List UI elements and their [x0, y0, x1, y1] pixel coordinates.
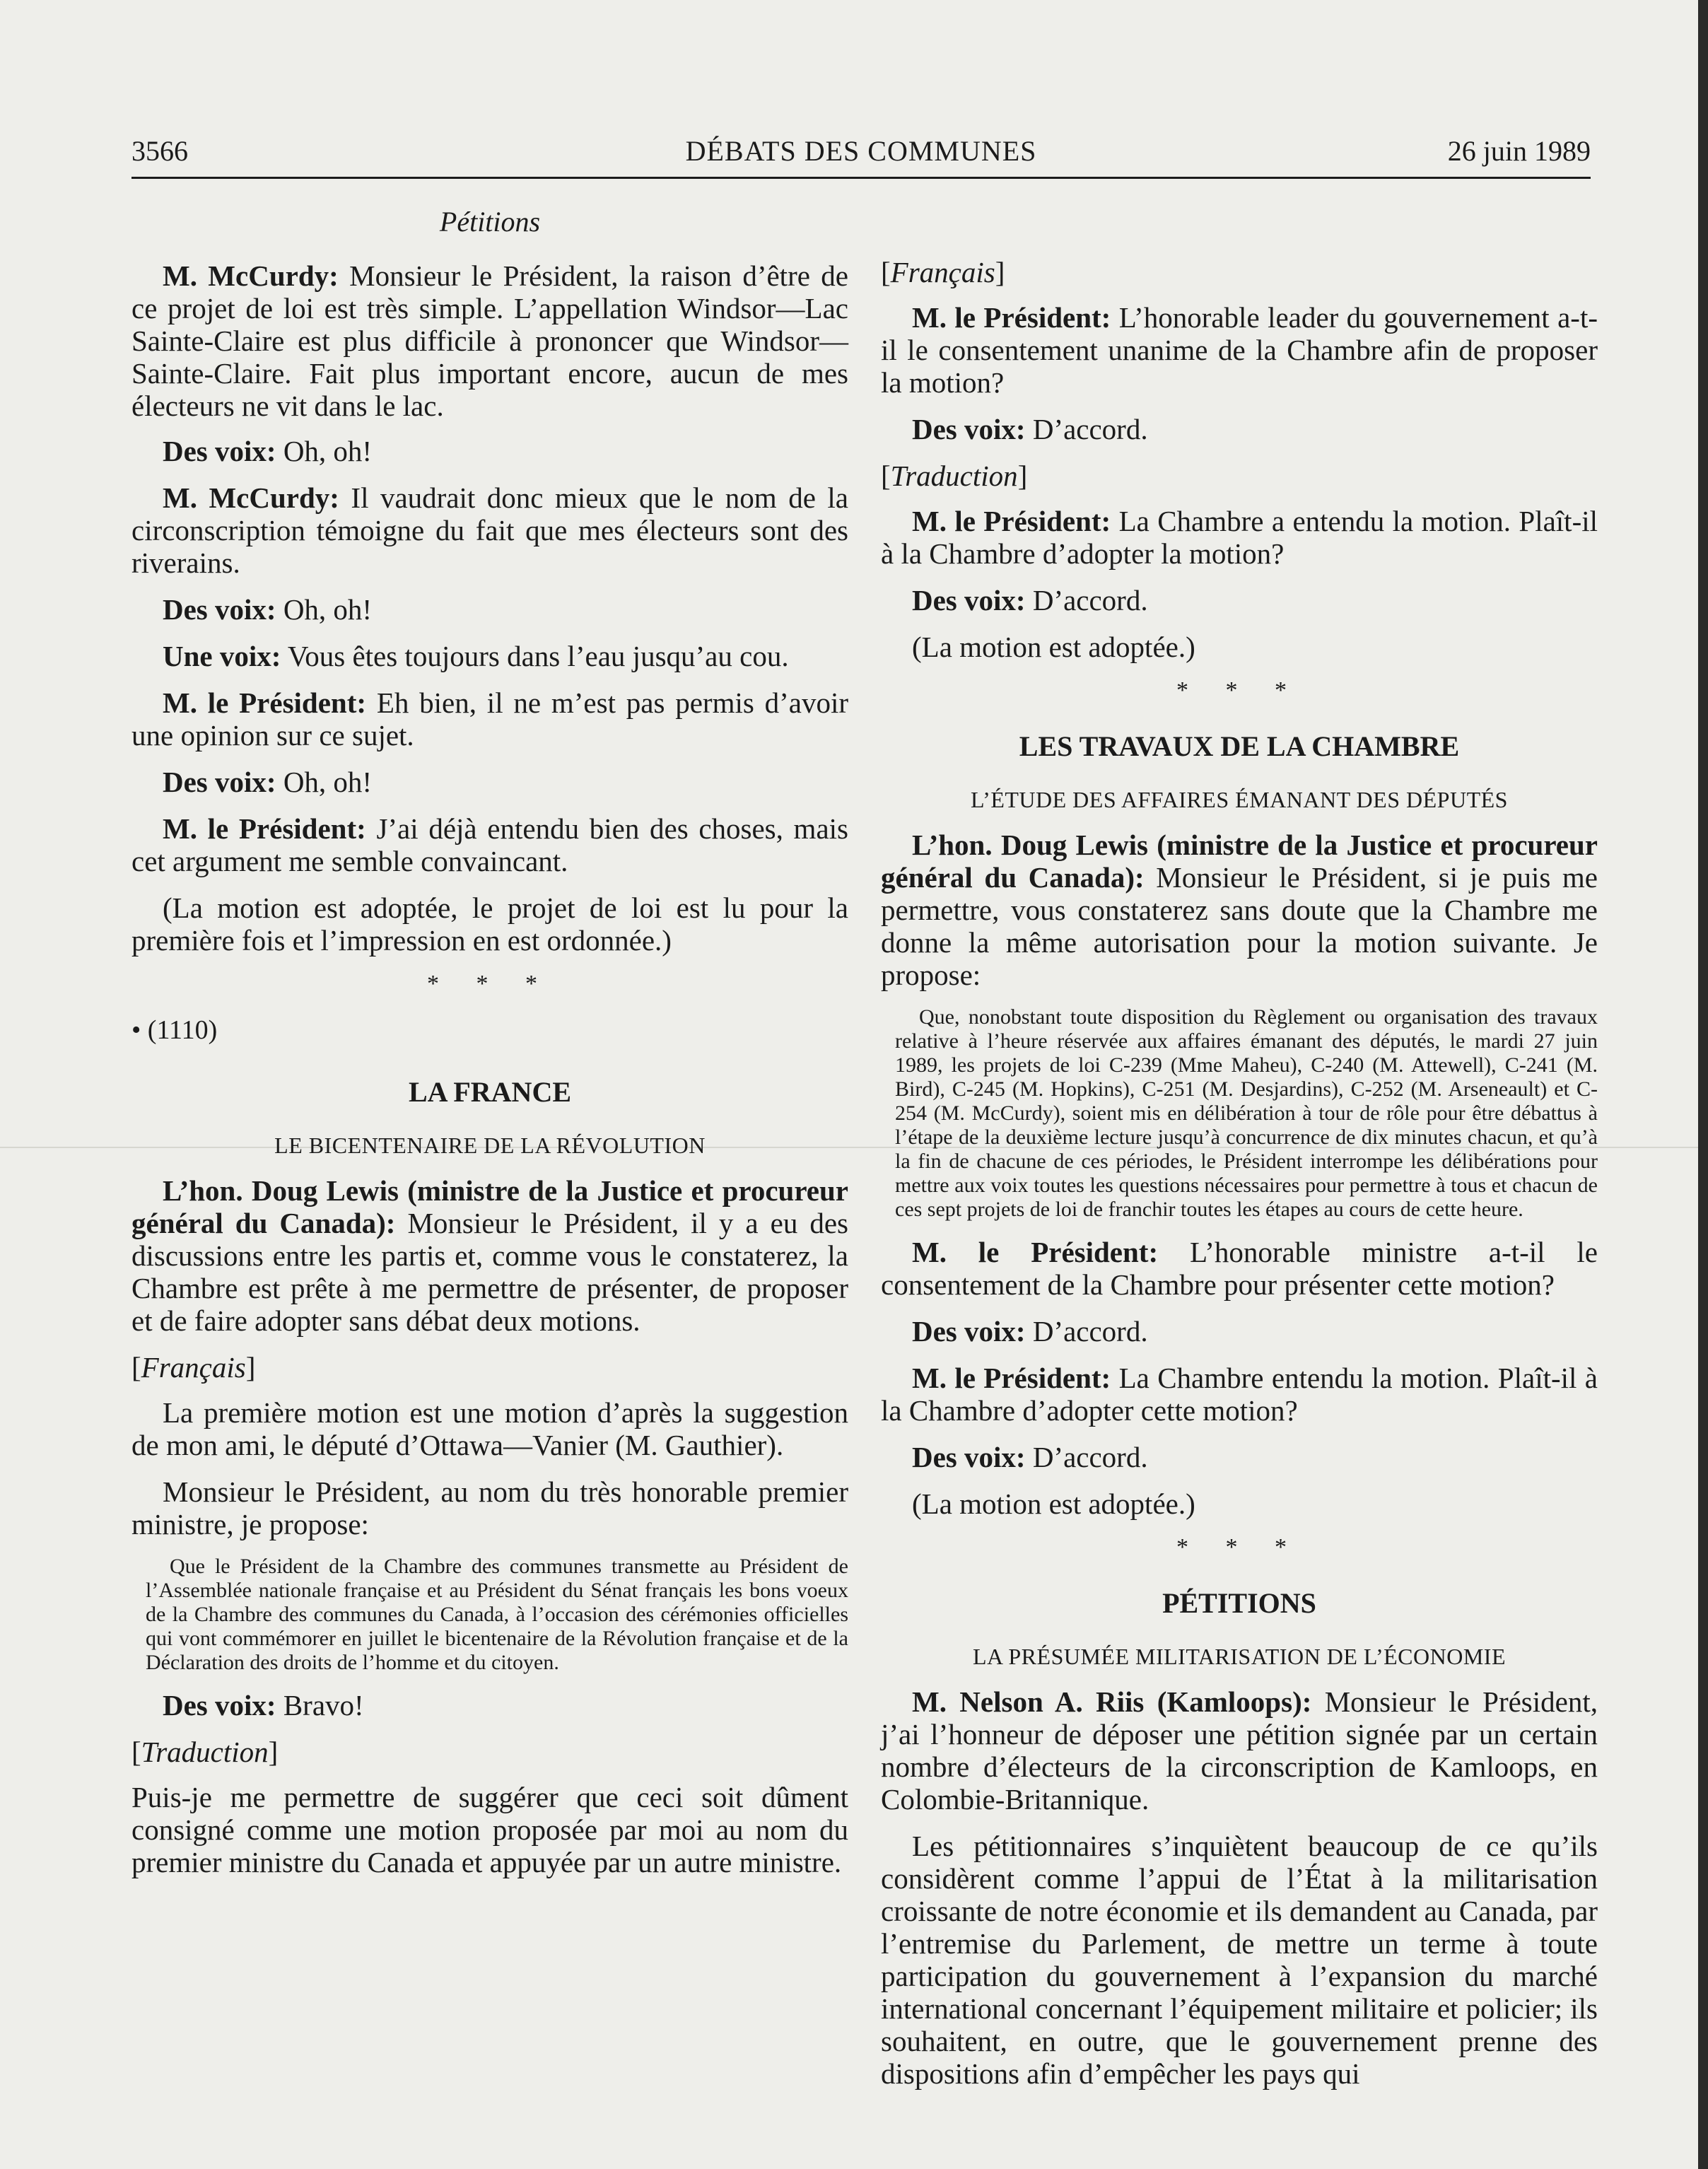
paragraph: [881, 1315, 1598, 1347]
speaker: Des voix:: [912, 1441, 1026, 1473]
speech-text: Oh, oh!: [276, 593, 373, 626]
speech-text: Monsieur le Président, si je puis me permettre, vous constaterez sans doute que la Chambre me donne la même autorisation pour la motion suivante. Je propose:: [881, 861, 1598, 991]
speech-text: Oh, oh!: [276, 766, 373, 798]
paragraph: Monsieur le Président, au nom du très honorable premier ministre, je propose:: [131, 1475, 848, 1540]
speaker: L’hon. Doug Lewis (ministre de la Justice et procureur général du Canada):: [881, 829, 1598, 894]
paragraph: [131, 1689, 848, 1721]
procedural-note: (La motion est adoptée.): [912, 631, 1195, 663]
speaker: Une voix:: [163, 640, 281, 672]
speech-text: Bravo!: [276, 1689, 364, 1721]
motion-quote: Que, nonobstant toute disposition du Règlement ou organisation des travaux relative à l’heure réservée aux affaires émanant des députés, le mardi 27 juin 1989, les projets de loi C-239 (Mme Maheu), C-240 (M. Attewell), C-241 (M. Bird), C-245 (M. Hopkins), C-251 (M. Desjardins), C-252 (M. Arseneault) et C-254 (M. McCurdy), soient mis en délibération à tour de rôle pour être débattus à l’étape de la deuxième lecture jusqu’à concurrence de dix minutes chacun, et qu’à la fin de chacune de ces périodes, le Président interrompe les délibérations pour mettre aux voix toutes les questions nécessaires pour permettre à tous et chacun de ces sept projets de loi de franchir toutes les étapes au cours de cette heure.: [895, 1005, 1598, 1221]
scan-edge: [1698, 0, 1708, 2169]
paragraph: [881, 1362, 1598, 1427]
speaker: M. le Président:: [163, 686, 367, 719]
speech-text: Monsieur le Président, j’ai l’honneur de déposer une pétition signée par un certain nombre d’électeurs de la circonscription de Kamloops, en Colombie-Britannique.: [881, 1685, 1598, 1816]
speaker: Des voix:: [912, 413, 1026, 445]
motion-quote: Que le Président de la Chambre des communes transmette au Président de l’Assemblée nationale française et au Président du Sénat français les bons voeux de la Chambre des communes du Canada, à l’occasion des cérémonies officielles qui vont commémorer en juillet le bicentenaire de la Révolution française et de la Déclaration des droits de l’homme et du citoyen.: [146, 1555, 848, 1674]
section-subheading: LE BICENTENAIRE DE LA RÉVOLUTION: [274, 1133, 706, 1158]
section-label: Pétitions: [439, 206, 541, 238]
speech-text: D’accord.: [1025, 1441, 1148, 1473]
paragraph: [881, 301, 1598, 399]
speech-text: Monsieur le Président, il y a eu des discussions entre les partis et, comme vous le constaterez, la Chambre est prête à me permettre de présenter, de proposer et de faire adopter sans débat deux motions.: [131, 1207, 848, 1337]
section-divider: * * *: [427, 971, 553, 997]
speaker: Des voix:: [912, 584, 1026, 616]
paragraph: La première motion est une motion d’après la suggestion de mon ami, le député d’Ottawa—Vanier (M. Gauthier).: [131, 1396, 848, 1461]
speech-text: Il vaudrait donc mieux que le nom de la circonscription témoigne du fait que mes électeurs sont des riverains.: [131, 481, 848, 579]
procedural-note: (La motion est adoptée.): [912, 1487, 1195, 1520]
paragraph: [131, 593, 848, 626]
section-subheading: LA PRÉSUMÉE MILITARISATION DE L’ÉCONOMIE: [972, 1644, 1506, 1669]
speaker: M. le Président:: [163, 812, 366, 845]
speech-text: Eh bien, il ne m’est pas permis d’avoir une opinion sur ce sujet.: [131, 686, 848, 752]
speaker: M. Nelson A. Riis (Kamloops):: [912, 1685, 1312, 1718]
left-column: [131, 205, 848, 2127]
speech-text: La Chambre entendu la motion. Plaît-il à la Chambre d’adopter cette motion?: [881, 1362, 1598, 1427]
time-marker: • (1110): [131, 1015, 218, 1045]
speech-text: D’accord.: [1025, 584, 1148, 616]
paragraph: [131, 766, 848, 798]
speaker: M. le Président:: [912, 505, 1111, 537]
language-label: Traduction: [890, 460, 1018, 492]
speaker: M. le Président:: [912, 1236, 1159, 1268]
speaker: Des voix:: [163, 435, 276, 467]
paragraph: [131, 1174, 848, 1337]
speaker: Des voix:: [163, 766, 276, 798]
section-subheading: L’ÉTUDE DES AFFAIRES ÉMANANT DES DÉPUTÉS: [971, 787, 1508, 812]
page-date: 26 juin 1989: [1447, 135, 1591, 167]
language-marker: [Français]: [131, 1351, 256, 1384]
section-divider: * * *: [1176, 677, 1302, 703]
speaker: M. McCurdy:: [163, 259, 339, 292]
speech-text: D’accord.: [1025, 413, 1148, 445]
page-number: 3566: [131, 135, 188, 167]
language-marker: [Traduction]: [131, 1736, 279, 1768]
speech-text: L’honorable leader du gouvernement a-t-il le consentement unanime de la Chambre afin de proposer la motion?: [881, 301, 1598, 399]
language-marker: [Français]: [881, 256, 1005, 288]
speaker: Des voix:: [163, 1689, 276, 1721]
paragraph: [131, 640, 848, 672]
speaker: Des voix:: [163, 593, 276, 626]
paragraph: Les pétitionnaires s’inquiètent beaucoup de ce qu’ils considèrent comme l’appui de l’État à la militarisation croissante de notre économie et ils demandent au Canada, par l’entremise du Parlement, de mettre un terme à toute participation du gouvernement à l’expansion du marché international concernant l’équipement militaire et policier; ils souhaitent, en outre, que le gouvernement prenne des dispositions afin d’empêcher les pays qui: [881, 1830, 1598, 2090]
language-label: Français: [890, 256, 995, 288]
paragraph: [881, 1441, 1598, 1473]
speech-text: D’accord.: [1025, 1315, 1148, 1347]
right-column: [881, 256, 1598, 2127]
speaker: M. le Président:: [912, 1362, 1111, 1394]
speech-text: Oh, oh!: [276, 435, 373, 467]
paragraph: [881, 413, 1598, 445]
language-label: Traduction: [141, 1736, 269, 1768]
speech-text: L’honorable ministre a-t-il le consentement de la Chambre pour présenter cette motion?: [881, 1236, 1598, 1301]
paragraph: [881, 829, 1598, 991]
paragraph: [131, 259, 848, 422]
paragraph: [881, 1236, 1598, 1301]
language-label: Français: [141, 1351, 246, 1384]
paragraph: [881, 1685, 1598, 1816]
paragraph: [131, 812, 848, 877]
section-heading: LES TRAVAUX DE LA CHAMBRE: [1019, 730, 1460, 762]
language-marker: [Traduction]: [881, 460, 1028, 492]
speaker: M. le Président:: [912, 301, 1111, 334]
paragraph: [881, 584, 1598, 616]
publication-title: DÉBATS DES COMMUNES: [685, 135, 1037, 167]
speech-text: J’ai déjà entendu bien des choses, mais cet argument me semble convaincant.: [131, 812, 848, 877]
speaker: M. McCurdy:: [163, 481, 339, 514]
paragraph: [131, 686, 848, 752]
speech-text: La Chambre a entendu la motion. Plaît-il à la Chambre d’adopter la motion?: [881, 505, 1598, 570]
paragraph: Puis-je me permettre de suggérer que ceci soit dûment consigné comme une motion proposée par moi au nom du premier ministre du Canada et appuyée par un autre ministre.: [131, 1781, 848, 1878]
paragraph: [881, 505, 1598, 570]
speaker: L’hon. Doug Lewis (ministre de la Justice et procureur général du Canada):: [131, 1174, 848, 1239]
speaker: Des voix:: [912, 1315, 1026, 1347]
speech-text: Vous êtes toujours dans l’eau jusqu’au cou.: [281, 640, 789, 672]
speech-text: Monsieur le Président, la raison d’être de ce projet de loi est très simple. L’appellation Windsor—Lac Sainte-Claire est plus difficile à prononcer que Windsor—Sainte-Claire. Fait plus important encore, aucun de mes électeurs ne vit dans le lac.: [131, 259, 848, 422]
paragraph: [131, 435, 848, 467]
procedural-note: (La motion est adoptée, le projet de loi est lu pour la première fois et l’impression en est ordonnée.): [131, 891, 848, 957]
paragraph: [131, 481, 848, 579]
section-heading: PÉTITIONS: [1162, 1587, 1316, 1619]
section-divider: * * *: [1176, 1534, 1302, 1560]
page-header: [131, 131, 1591, 179]
section-heading: LA FRANCE: [408, 1076, 572, 1108]
